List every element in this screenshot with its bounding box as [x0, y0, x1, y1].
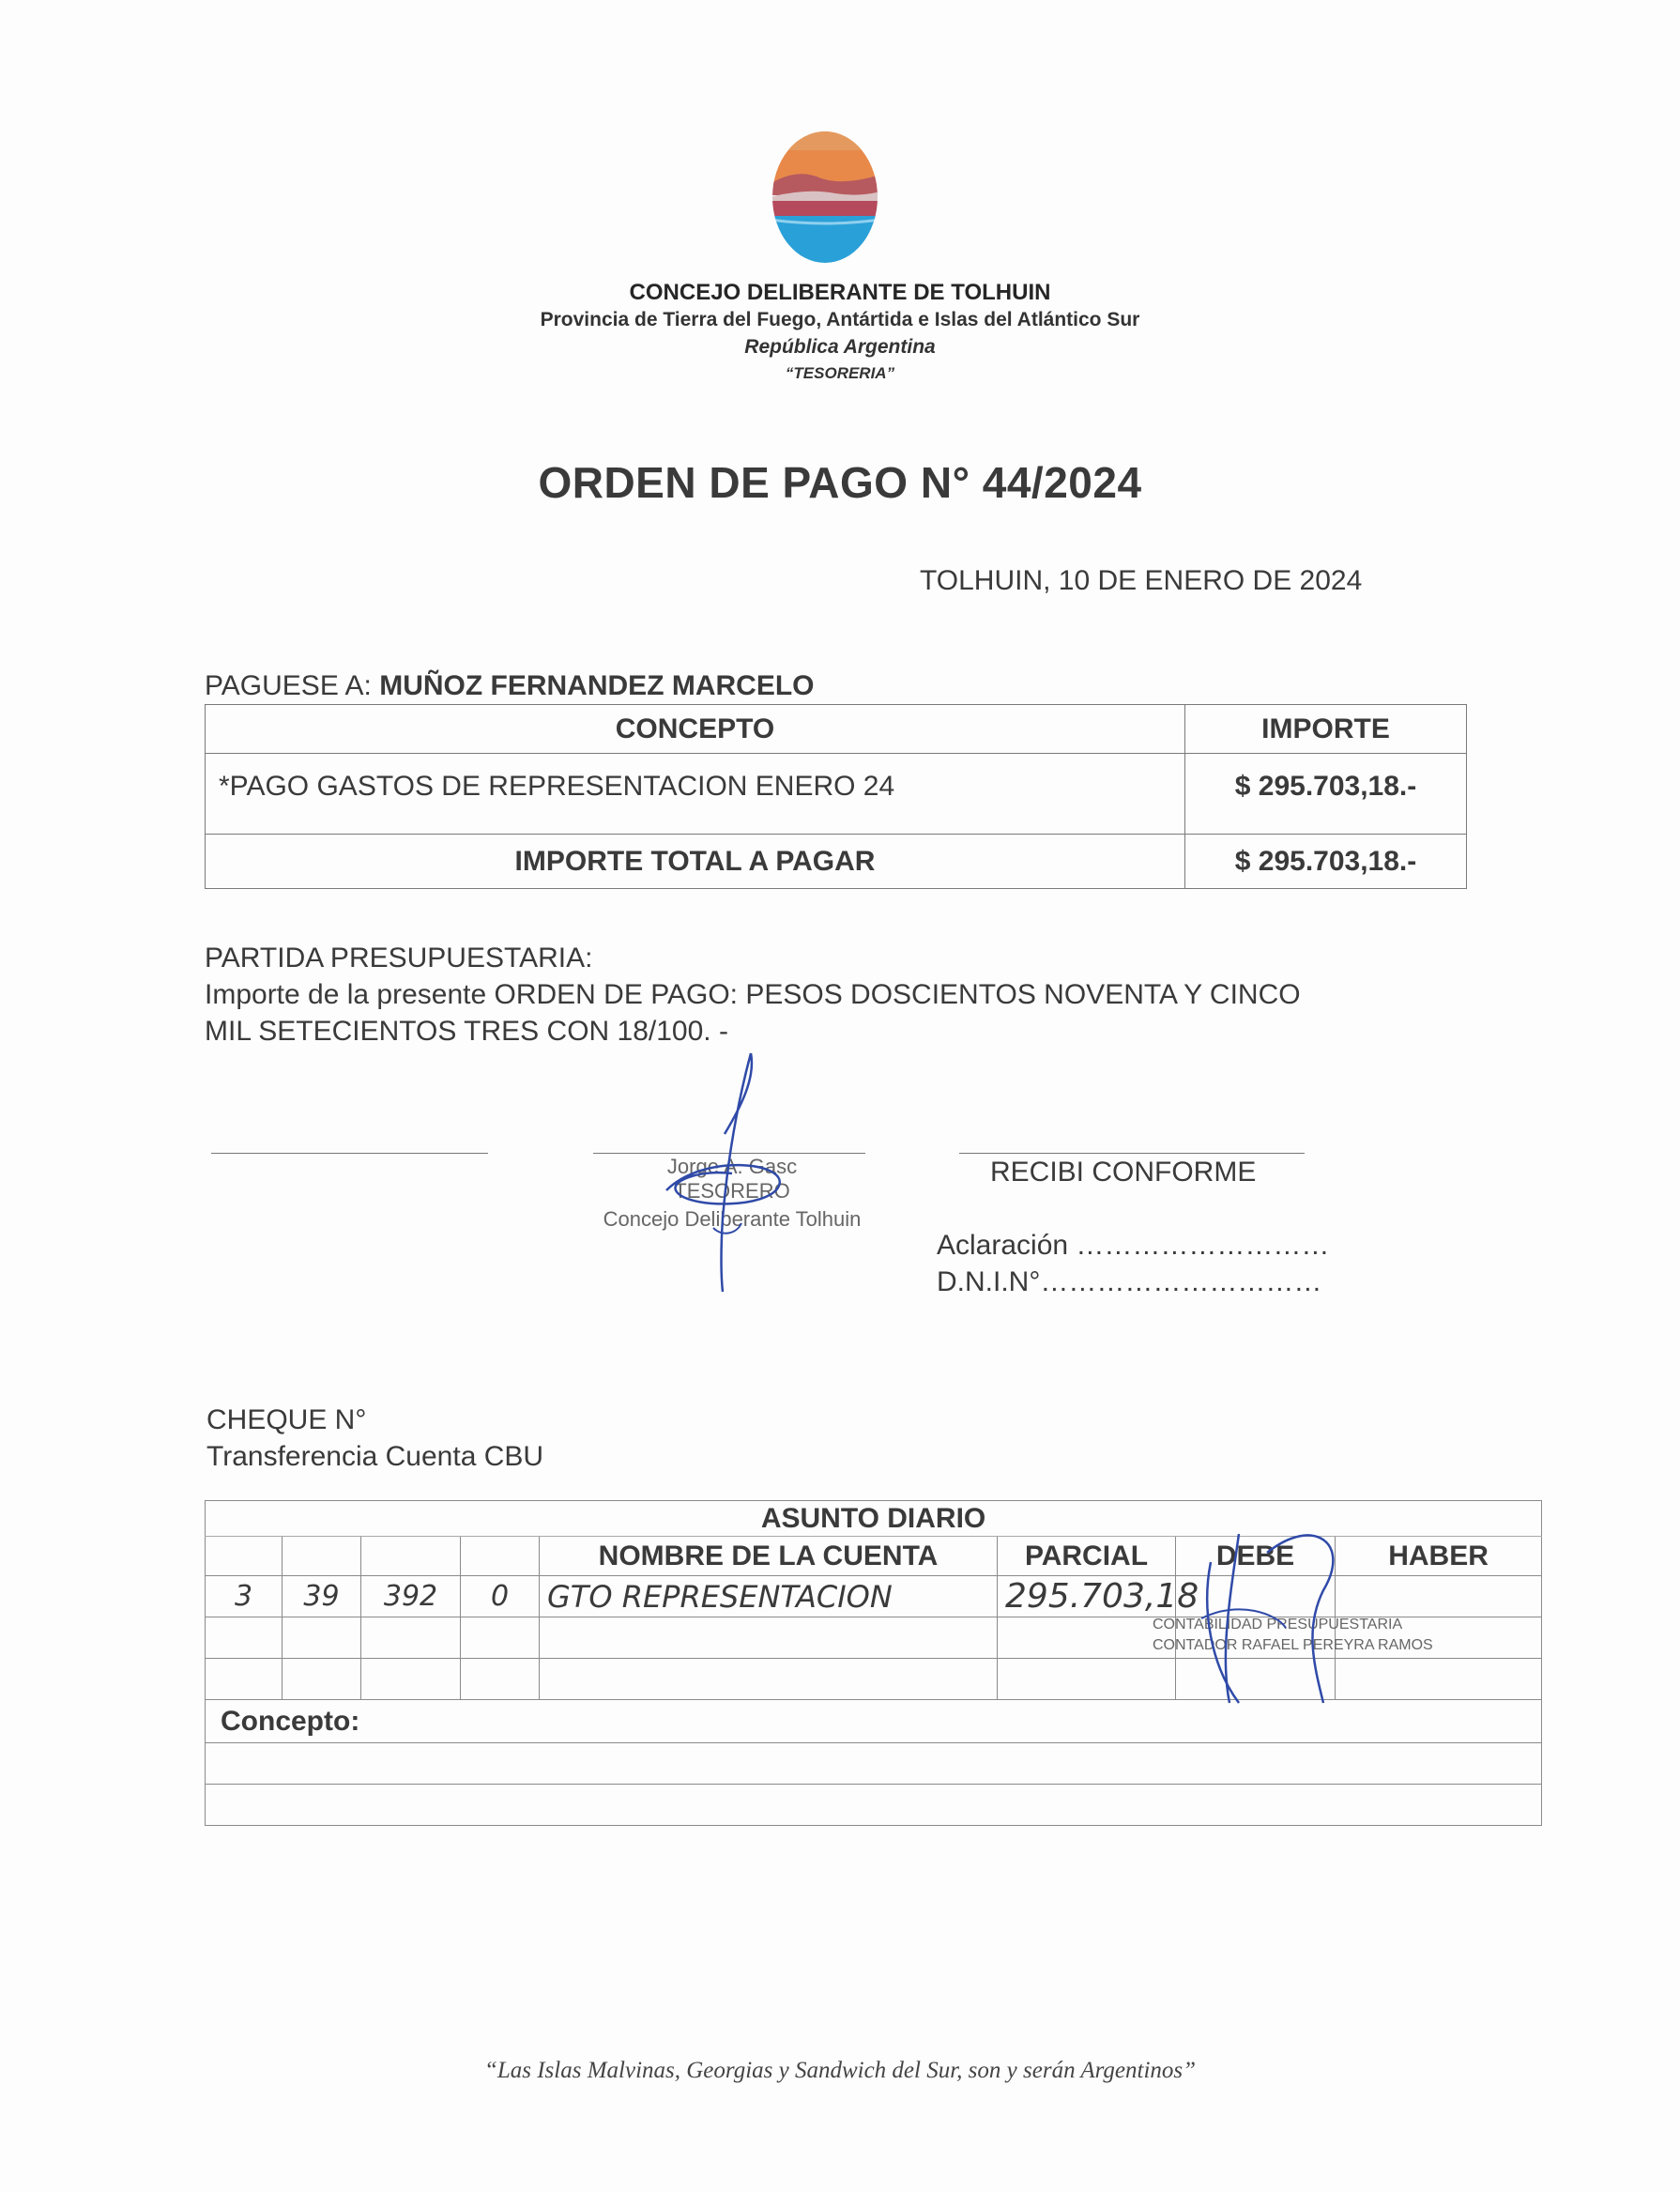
code-cell-3: 392	[361, 1576, 461, 1617]
payee-line	[205, 670, 815, 702]
concept-cell: *PAGO GASTOS DE REPRESENTACION ENERO 24	[206, 754, 1185, 835]
budget-line-1: Importe de la presente ORDEN DE PAGO: PESOS DOSCIENTOS NOVENTA Y CINCO	[205, 979, 1301, 1010]
country-name: República Argentina	[744, 336, 936, 358]
province-name: Provincia de Tierra del Fuego, Antártida e Islas del Atlántico Sur	[540, 309, 1140, 330]
payee-label: PAGUESE A:	[205, 670, 372, 701]
diario-title: ASUNTO DIARIO	[206, 1501, 1542, 1537]
dni-field: D.N.I.N°…………………………	[937, 1266, 1322, 1297]
treasurer-signature	[648, 1050, 798, 1294]
amount-header: IMPORTE	[1185, 705, 1467, 754]
concept-label: Concepto:	[206, 1700, 1542, 1743]
document-title: ORDEN DE PAGO N° 44/2024	[538, 458, 1142, 507]
stamp-line-1: CONTABILIDAD PRESUPUESTARIA	[1153, 1617, 1403, 1633]
accountant-signature	[1173, 1525, 1389, 1712]
debit-header: DEBE	[1176, 1537, 1336, 1576]
institution-name: CONCEJO DELIBERANTE DE TOLHUIN	[629, 280, 1051, 305]
total-label: IMPORTE TOTAL A PAGAR	[206, 835, 1185, 889]
partial-header: PARCIAL	[998, 1537, 1176, 1576]
clarification-field: Aclaración ………………………	[937, 1230, 1330, 1261]
cheque-label: CHEQUE N°	[206, 1404, 367, 1435]
budget-label: PARTIDA PRESUPUESTARIA:	[205, 943, 593, 973]
institution-logo	[770, 130, 880, 266]
document-date: TOLHUIN, 10 DE ENERO DE 2024	[920, 565, 1363, 596]
credit-header: HABER	[1336, 1537, 1542, 1576]
stamp-line-2: CONTADOR RAFAEL PEREYRA RAMOS	[1153, 1637, 1433, 1653]
transfer-label: Transferencia Cuenta CBU	[206, 1441, 544, 1472]
department-name: “TESORERIA”	[785, 364, 895, 382]
treasurer-role: TESORERO	[674, 1179, 790, 1203]
treasurer-name: Jorge A. Gasc	[666, 1155, 798, 1178]
account-name-cell: GTO REPRESENTACION	[540, 1576, 998, 1617]
received-label: RECIBI CONFORME	[990, 1157, 1257, 1188]
payee-name: MUÑOZ FERNANDEZ MARCELO	[379, 670, 815, 701]
partial-cell: 295.703,18	[998, 1576, 1176, 1617]
code-cell-1: 3	[206, 1576, 283, 1617]
code-cell-4: 0	[461, 1576, 540, 1617]
total-amount: $ 295.703,18.-	[1185, 835, 1467, 889]
budget-line-2: MIL SETECIENTOS TRES CON 18/100. -	[205, 1016, 728, 1047]
concept-header: CONCEPTO	[206, 705, 1185, 754]
footer-motto: “Las Islas Malvinas, Georgias y Sandwich del Sur, son y serán Argentinos”	[483, 2058, 1197, 2083]
amount-cell: $ 295.703,18.-	[1185, 754, 1467, 835]
treasurer-org: Concejo Deliberante Tolhuin	[603, 1207, 862, 1231]
code-cell-2: 39	[283, 1576, 361, 1617]
payment-table	[205, 704, 1467, 889]
table-row	[206, 754, 1467, 835]
account-name-header: NOMBRE DE LA CUENTA	[540, 1537, 998, 1576]
signature-line-left	[211, 1153, 488, 1154]
signature-line-right	[959, 1153, 1305, 1154]
